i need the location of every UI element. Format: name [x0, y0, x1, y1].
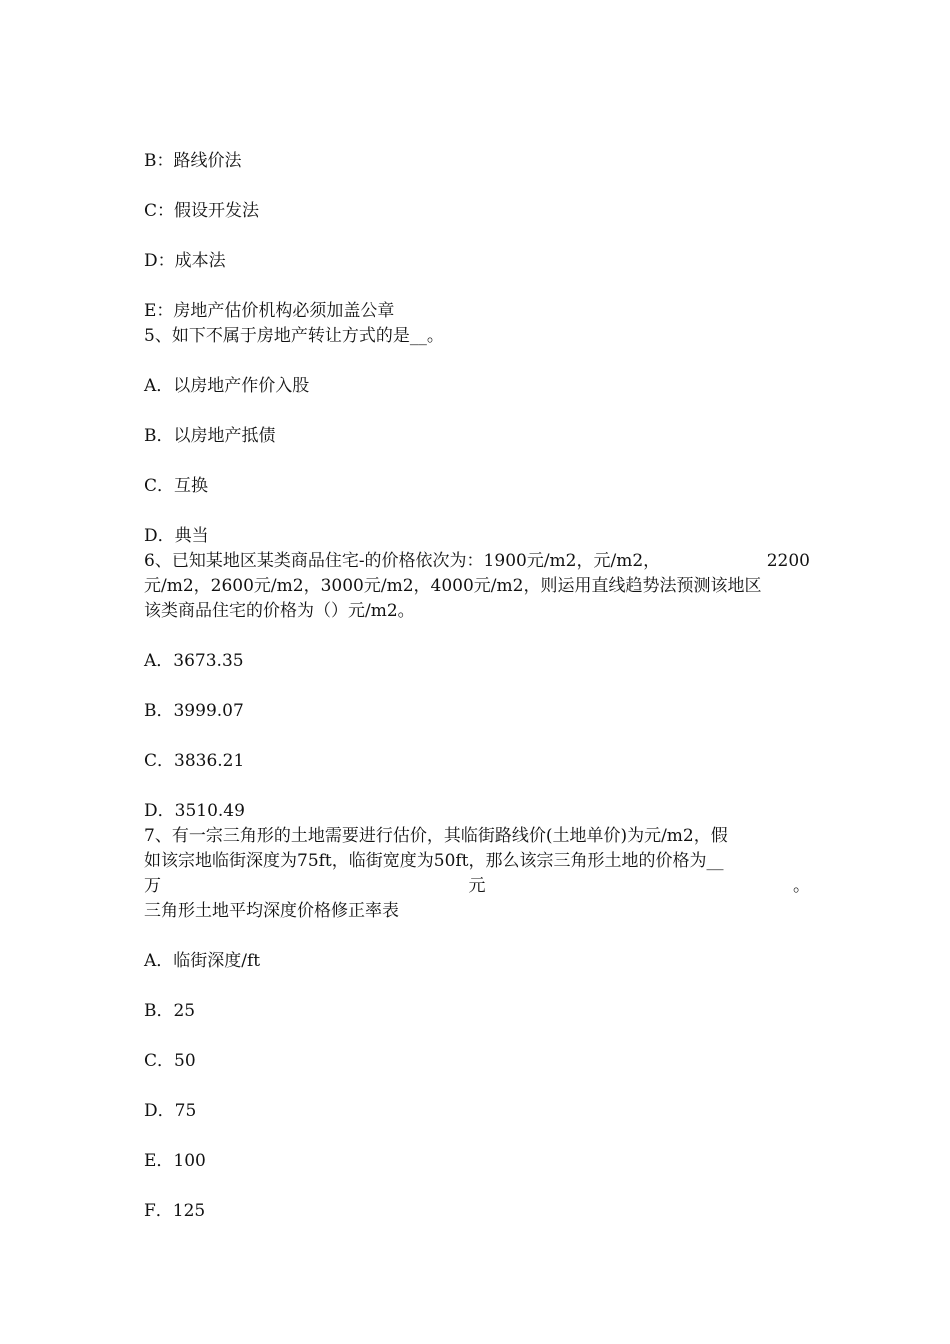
q5-option-d: D．典当: [144, 526, 209, 546]
q4-option-e: E：房地产估价机构必须加盖公章: [144, 301, 395, 321]
q7-stem-unit-yuan: 元: [468, 876, 486, 896]
q7-stem-line3: [144, 874, 810, 898]
q6-option-c: C．3836.21: [144, 751, 245, 771]
q7-option-f: F．125: [144, 1201, 206, 1221]
q7-table-title: 三角形土地平均深度价格修正率表: [144, 901, 399, 921]
q5-option-c: C．互换: [144, 476, 209, 496]
q7-option-e: E．100: [144, 1151, 206, 1171]
q7-stem-unit-wan: 万: [144, 876, 161, 896]
q4-option-c: C：假设开发法: [144, 201, 260, 221]
q6-stem-line3: 该类商品住宅的价格为（）元/m2。: [144, 601, 415, 621]
q7-stem-period: 。: [793, 876, 810, 896]
q4-option-b: B：路线价法: [144, 151, 242, 171]
q6-option-b: B．3999.07: [144, 701, 244, 721]
q6-stem-line1-part1: 6、已知某地区某类商品住宅-的价格依次为：1900元/m2，元/m2，: [144, 551, 661, 571]
q5-option-b: B．以房地产抵债: [144, 426, 276, 446]
q7-option-d: D．75: [144, 1101, 197, 1121]
q4-option-d: D：成本法: [144, 251, 226, 271]
q5-option-a: A．以房地产作价入股: [144, 376, 310, 396]
q6-stem-line1-part2: 2200: [766, 551, 810, 571]
q6-option-d: D．3510.49: [144, 801, 245, 821]
q7-option-c: C．50: [144, 1051, 196, 1071]
q6-stem-line1: [144, 549, 810, 573]
q7-option-b: B．25: [144, 1001, 196, 1021]
q7-option-a: A．临街深度/ft: [144, 951, 261, 971]
q7-stem-line1: 7、有一宗三角形的土地需要进行估价，其临街路线价(土地单价)为元/m2，假: [144, 826, 728, 846]
q6-stem-line2: 元/m2，2600元/m2，3000元/m2，4000元/m2，则运用直线趋势法预测该地区: [144, 576, 762, 596]
q5-stem: 5、如下不属于房地产转让方式的是__。: [144, 326, 444, 346]
q7-stem-line2: 如该宗地临街深度为75ft，临街宽度为50ft，那么该宗三角形土地的价格为__: [144, 851, 724, 871]
q6-option-a: A．3673.35: [144, 651, 244, 671]
